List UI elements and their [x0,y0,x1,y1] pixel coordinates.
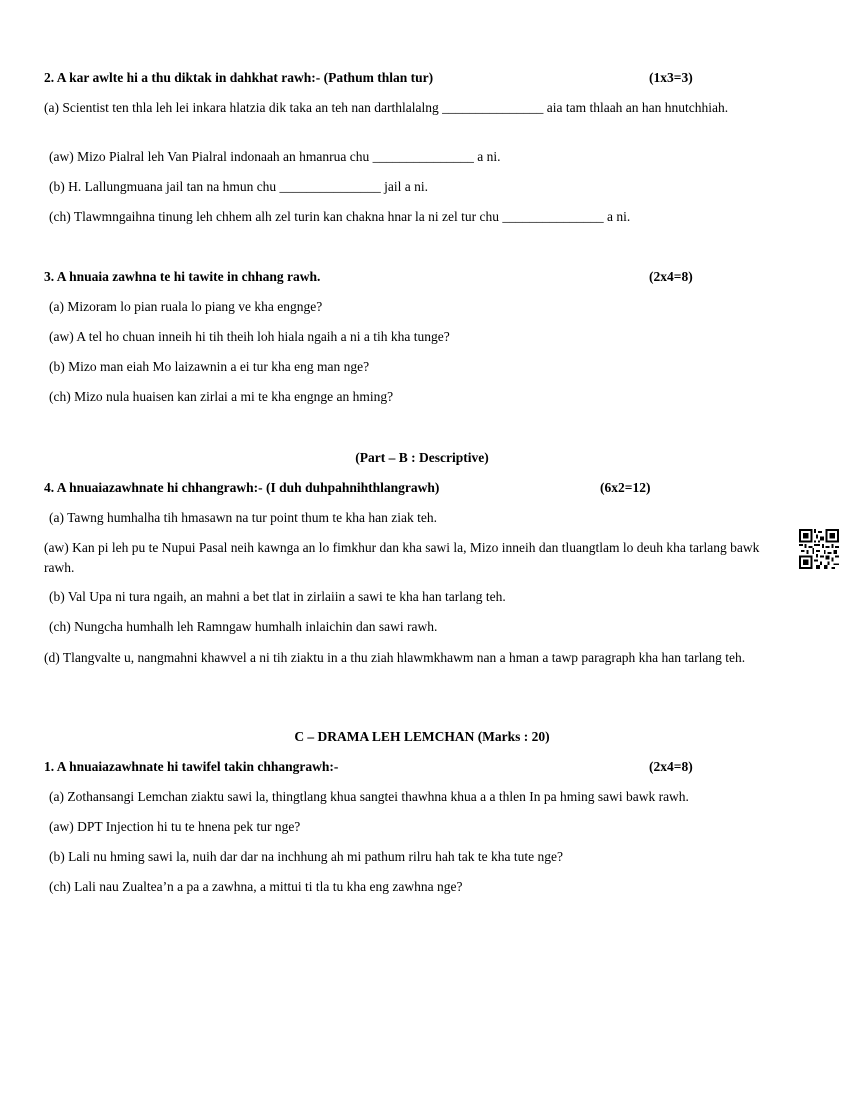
section-c-title: C – DRAMA LEH LEMCHAN (Marks : 20) [294,729,550,744]
q3-item-aw: (aw) A tel ho chuan inneih hi tih theih loh hiala ngaih a ni a tih kha tunge? [49,329,450,344]
q2-item-b: (b) H. Lallungmuana jail tan na hmun chu _______________ jail a ni. [49,179,429,194]
c1-marks: (2x4=8) [649,759,693,774]
q4-item-aw: (aw) Kan pi leh pu te Nupui Pasal neih kawnga an lo fimkhur dan kha sawi la, Mizo inneih dan tluangtlam lo deuh kha tarlang bawk rawh. [44,540,760,575]
qr-code-icon [799,529,839,569]
c1-heading: 1. A hnuaiazawhnate hi tawifel takin chhangrawh:- [44,759,339,774]
q4-marks: (6x2=12) [600,480,651,495]
q2-heading: 2. A kar awlte hi a thu diktak in dahkhat rawh:- (Pathum thlan tur) [44,70,434,85]
q2-item-aw: (aw) Mizo Pialral leh Van Pialral indonaah an hmanrua chu _______________ a ni. [49,149,501,164]
q2-item-a: (a) Scientist ten thla leh lei inkara hlatzia dik taka an teh nan darthlalalng _______________ aia tam thlaah an han hnutchhiah. [44,100,729,115]
q4-item-d: (d) Tlangvalte u, nangmahni khawvel a ni tih ziaktu in a thu ziah hlawmkhawm nan a hman a tawp paragraph kha han tarlang teh. [44,650,746,665]
q3-heading: 3. A hnuaia zawhna te hi tawite in chhang rawh. [44,269,321,284]
c1-item-b: (b) Lali nu hming sawi la, nuih dar dar na inchhung ah mi pathum rilru hah tak te kha tute nge? [49,849,563,864]
q3-item-b: (b) Mizo man eiah Mo laizawnin a ei tur kha eng man nge? [49,359,370,374]
q3-marks: (2x4=8) [649,269,693,284]
q4-item-b: (b) Val Upa ni tura ngaih, an mahni a bet tlat in zirlaiin a sawi te kha han tarlang teh. [49,589,506,604]
q4-item-a: (a) Tawng humhalha tih hmasawn na tur point thum te kha han ziak teh. [49,510,437,525]
part-b-title: (Part – B : Descriptive) [355,450,489,465]
q2-item-ch: (ch) Tlawmngaihna tinung leh chhem alh zel turin kan chakna hnar la ni zel tur chu _______________ a ni. [49,209,631,224]
q3-item-ch: (ch) Mizo nula huaisen kan zirlai a mi te kha engnge an hming? [49,389,394,404]
q3-item-a: (a) Mizoram lo pian ruala lo piang ve kha engnge? [49,299,323,314]
c1-item-aw: (aw) DPT Injection hi tu te hnena pek tur nge? [49,819,301,834]
q2-marks: (1x3=3) [649,70,693,85]
q4-heading: 4. A hnuaiazawhnate hi chhangrawh:- (I duh duhpahnihthlangrawh) [44,480,440,495]
c1-item-a: (a) Zothansangi Lemchan ziaktu sawi la, thingtlang khua sangtei thawhna khua a a thlen In pa hming sawi bawk rawh. [49,789,689,804]
c1-item-ch: (ch) Lali nau Zualtea’n a pa a zawhna, a mittui ti tla tu kha eng zawhna nge? [49,879,463,894]
q4-item-ch: (ch) Nungcha humhalh leh Ramngaw humhalh inlaichin dan sawi rawh. [49,619,438,634]
